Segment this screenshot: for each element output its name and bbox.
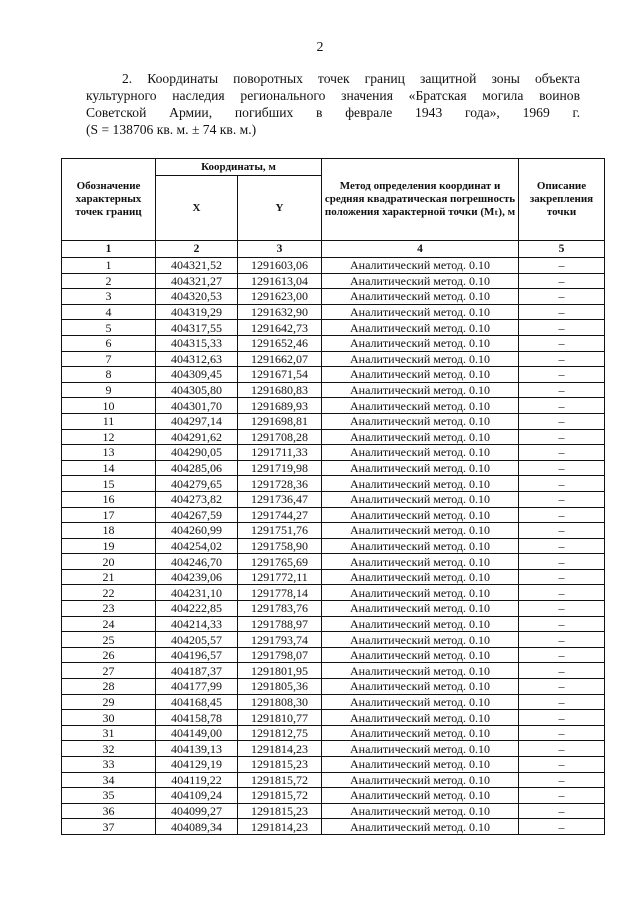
description-cell: – [519,757,605,773]
method-cell: Аналитический метод. 0.10 [322,460,519,476]
y-coordinate-cell: 1291652,46 [238,335,322,351]
x-coordinate-cell: 404177,99 [156,679,238,695]
x-coordinate-cell: 404285,06 [156,460,238,476]
y-coordinate-cell: 1291814,23 [238,741,322,757]
x-coordinate-cell: 404273,82 [156,491,238,507]
method-cell: Аналитический метод. 0.10 [322,616,519,632]
y-coordinate-cell: 1291671,54 [238,367,322,383]
description-cell: – [519,725,605,741]
table-row [62,413,605,429]
method-cell: Аналитический метод. 0.10 [322,304,519,320]
point-number-cell: 19 [62,538,156,554]
description-cell: – [519,429,605,445]
method-cell: Аналитический метод. 0.10 [322,803,519,819]
method-cell: Аналитический метод. 0.10 [322,398,519,414]
method-cell: Аналитический метод. 0.10 [322,351,519,367]
description-cell: – [519,273,605,289]
page-number: 2 [316,40,324,55]
description-cell: – [519,819,605,835]
description-cell: – [519,351,605,367]
x-coordinate-cell: 404254,02 [156,538,238,554]
y-coordinate-cell: 1291801,95 [238,663,322,679]
description-cell: – [519,476,605,492]
table-row [62,772,605,788]
point-number-cell: 8 [62,367,156,383]
point-number-cell: 12 [62,429,156,445]
table-row [62,382,605,398]
y-coordinate-cell: 1291814,23 [238,819,322,835]
method-cell: Аналитический метод. 0.10 [322,507,519,523]
description-cell: – [519,601,605,617]
point-number-cell: 28 [62,679,156,695]
point-number-cell: 14 [62,460,156,476]
method-cell: Аналитический метод. 0.10 [322,725,519,741]
description-cell: – [519,710,605,726]
table-row [62,398,605,414]
y-coordinate-cell: 1291662,07 [238,351,322,367]
x-coordinate-cell: 404290,05 [156,445,238,461]
table-row [62,663,605,679]
y-coordinate-cell: 1291689,93 [238,398,322,414]
point-number-cell: 33 [62,757,156,773]
table-row [62,647,605,663]
y-coordinate-cell: 1291808,30 [238,694,322,710]
method-cell: Аналитический метод. 0.10 [322,289,519,305]
point-number-cell: 26 [62,647,156,663]
x-coordinate-cell: 404315,33 [156,335,238,351]
x-coordinate-cell: 404205,57 [156,632,238,648]
point-number-cell: 35 [62,788,156,804]
method-cell: Аналитический метод. 0.10 [322,679,519,695]
y-coordinate-cell: 1291708,28 [238,429,322,445]
point-number-cell: 36 [62,803,156,819]
method-cell: Аналитический метод. 0.10 [322,741,519,757]
point-number-cell: 20 [62,554,156,570]
description-cell: – [519,523,605,539]
description-cell: – [519,772,605,788]
x-coordinate-cell: 404312,63 [156,351,238,367]
point-number-cell: 18 [62,523,156,539]
y-coordinate-cell: 1291680,83 [238,382,322,398]
table-row [62,819,605,835]
point-number-cell: 4 [62,304,156,320]
table-row [62,632,605,648]
table-row [62,757,605,773]
method-cell: Аналитический метод. 0.10 [322,491,519,507]
y-coordinate-cell: 1291744,27 [238,507,322,523]
method-cell: Аналитический метод. 0.10 [322,320,519,336]
point-number-cell: 1 [62,258,156,274]
description-cell: – [519,382,605,398]
x-coordinate-cell: 404168,45 [156,694,238,710]
description-cell: – [519,304,605,320]
method-cell: Аналитический метод. 0.10 [322,413,519,429]
point-number-cell: 24 [62,616,156,632]
x-coordinate-cell: 404291,62 [156,429,238,445]
point-number-cell: 32 [62,741,156,757]
method-cell: Аналитический метод. 0.10 [322,335,519,351]
table-row [62,694,605,710]
description-cell: – [519,445,605,461]
table-row [62,460,605,476]
y-coordinate-cell: 1291815,23 [238,803,322,819]
method-cell: Аналитический метод. 0.10 [322,663,519,679]
description-cell: – [519,788,605,804]
y-coordinate-cell: 1291810,77 [238,710,322,726]
description-cell: – [519,320,605,336]
x-coordinate-cell: 404317,55 [156,320,238,336]
point-number-cell: 30 [62,710,156,726]
table-row [62,304,605,320]
description-cell: – [519,679,605,695]
table-body [62,258,605,835]
table-row [62,538,605,554]
heading-line-1: 2. Координаты поворотных точек границ защитной зоны объекта [122,71,580,86]
y-coordinate-cell: 1291793,74 [238,632,322,648]
y-coordinate-cell: 1291765,69 [238,554,322,570]
table-row [62,491,605,507]
method-cell: Аналитический метод. 0.10 [322,523,519,539]
y-coordinate-cell: 1291812,75 [238,725,322,741]
y-coordinate-cell: 1291815,72 [238,772,322,788]
y-coordinate-cell: 1291772,11 [238,569,322,585]
description-cell: – [519,289,605,305]
header-coordinates: Координаты, м [156,159,322,176]
x-coordinate-cell: 404297,14 [156,413,238,429]
y-coordinate-cell: 1291728,36 [238,476,322,492]
method-cell: Аналитический метод. 0.10 [322,585,519,601]
y-coordinate-cell: 1291783,76 [238,601,322,617]
description-cell: – [519,663,605,679]
x-coordinate-cell: 404260,99 [156,523,238,539]
y-coordinate-cell: 1291805,36 [238,679,322,695]
y-coordinate-cell: 1291711,33 [238,445,322,461]
description-cell: – [519,538,605,554]
method-cell: Аналитический метод. 0.10 [322,772,519,788]
point-number-cell: 22 [62,585,156,601]
column-number: 2 [156,241,238,258]
x-coordinate-cell: 404321,52 [156,258,238,274]
method-cell: Аналитический метод. 0.10 [322,445,519,461]
y-coordinate-cell: 1291736,47 [238,491,322,507]
header-method: Метод определения координат и средняя квадратическая погрешность положения характерной точки (Mₜ), м [322,159,519,241]
y-coordinate-cell: 1291698,81 [238,413,322,429]
y-coordinate-cell: 1291603,06 [238,258,322,274]
y-coordinate-cell: 1291623,00 [238,289,322,305]
x-coordinate-cell: 404320,53 [156,289,238,305]
table-row [62,367,605,383]
method-cell: Аналитический метод. 0.10 [322,788,519,804]
method-cell: Аналитический метод. 0.10 [322,632,519,648]
table-row [62,335,605,351]
table-row [62,725,605,741]
x-coordinate-cell: 404099,27 [156,803,238,819]
x-coordinate-cell: 404187,37 [156,663,238,679]
header-y: Y [238,176,322,241]
y-coordinate-cell: 1291798,07 [238,647,322,663]
point-number-cell: 5 [62,320,156,336]
x-coordinate-cell: 404309,45 [156,367,238,383]
section-heading [86,70,580,138]
table-row [62,554,605,570]
method-cell: Аналитический метод. 0.10 [322,273,519,289]
description-cell: – [519,569,605,585]
description-cell: – [519,554,605,570]
description-cell: – [519,398,605,414]
description-cell: – [519,741,605,757]
point-number-cell: 34 [62,772,156,788]
y-coordinate-cell: 1291719,98 [238,460,322,476]
method-cell: Аналитический метод. 0.10 [322,258,519,274]
table-row [62,803,605,819]
description-cell: – [519,460,605,476]
y-coordinate-cell: 1291778,14 [238,585,322,601]
point-number-cell: 31 [62,725,156,741]
header-designation: Обозначение характерных точек границ [62,159,156,241]
table-row [62,616,605,632]
point-number-cell: 29 [62,694,156,710]
method-cell: Аналитический метод. 0.10 [322,429,519,445]
table-row [62,601,605,617]
point-number-cell: 27 [62,663,156,679]
method-cell: Аналитический метод. 0.10 [322,710,519,726]
method-cell: Аналитический метод. 0.10 [322,554,519,570]
description-cell: – [519,632,605,648]
description-cell: – [519,647,605,663]
table-row [62,710,605,726]
x-coordinate-cell: 404301,70 [156,398,238,414]
column-number: 1 [62,241,156,258]
table-row [62,523,605,539]
method-cell: Аналитический метод. 0.10 [322,367,519,383]
x-coordinate-cell: 404119,22 [156,772,238,788]
point-number-cell: 17 [62,507,156,523]
description-cell: – [519,507,605,523]
method-cell: Аналитический метод. 0.10 [322,694,519,710]
x-coordinate-cell: 404196,57 [156,647,238,663]
y-coordinate-cell: 1291815,72 [238,788,322,804]
point-number-cell: 21 [62,569,156,585]
point-number-cell: 15 [62,476,156,492]
table-row [62,351,605,367]
x-coordinate-cell: 404267,59 [156,507,238,523]
method-cell: Аналитический метод. 0.10 [322,601,519,617]
x-coordinate-cell: 404149,00 [156,725,238,741]
point-number-cell: 3 [62,289,156,305]
x-coordinate-cell: 404321,27 [156,273,238,289]
table-row [62,741,605,757]
x-coordinate-cell: 404246,70 [156,554,238,570]
table-row [62,445,605,461]
method-cell: Аналитический метод. 0.10 [322,819,519,835]
point-number-cell: 9 [62,382,156,398]
table-row [62,258,605,274]
method-cell: Аналитический метод. 0.10 [322,538,519,554]
table-row [62,429,605,445]
x-coordinate-cell: 404214,33 [156,616,238,632]
point-number-cell: 23 [62,601,156,617]
y-coordinate-cell: 1291613,04 [238,273,322,289]
x-coordinate-cell: 404231,10 [156,585,238,601]
x-coordinate-cell: 404279,65 [156,476,238,492]
x-coordinate-cell: 404319,29 [156,304,238,320]
point-number-cell: 6 [62,335,156,351]
point-number-cell: 37 [62,819,156,835]
method-cell: Аналитический метод. 0.10 [322,382,519,398]
coordinates-table [61,158,605,835]
column-number: 3 [238,241,322,258]
point-number-cell: 16 [62,491,156,507]
y-coordinate-cell: 1291758,90 [238,538,322,554]
table-row [62,507,605,523]
description-cell: – [519,694,605,710]
method-cell: Аналитический метод. 0.10 [322,476,519,492]
description-cell: – [519,491,605,507]
x-coordinate-cell: 404222,85 [156,601,238,617]
description-cell: – [519,585,605,601]
point-number-cell: 13 [62,445,156,461]
column-number: 5 [519,241,605,258]
description-cell: – [519,803,605,819]
method-cell: Аналитический метод. 0.10 [322,757,519,773]
x-coordinate-cell: 404129,19 [156,757,238,773]
x-coordinate-cell: 404239,06 [156,569,238,585]
description-cell: – [519,413,605,429]
description-cell: – [519,335,605,351]
heading-line-3: Советской Армии, погибших в феврале 1943 года», 1969 г. [86,105,580,120]
table-row [62,273,605,289]
point-number-cell: 7 [62,351,156,367]
heading-line-2: культурного наследия регионального значения «Братская могила воинов [86,88,580,103]
y-coordinate-cell: 1291642,73 [238,320,322,336]
heading-line-4: (S = 138706 кв. м. ± 74 кв. м.) [86,122,257,137]
point-number-cell: 25 [62,632,156,648]
table-row [62,679,605,695]
method-cell: Аналитический метод. 0.10 [322,569,519,585]
table-row [62,788,605,804]
x-coordinate-cell: 404305,80 [156,382,238,398]
y-coordinate-cell: 1291751,76 [238,523,322,539]
x-coordinate-cell: 404109,24 [156,788,238,804]
description-cell: – [519,616,605,632]
x-coordinate-cell: 404158,78 [156,710,238,726]
description-cell: – [519,258,605,274]
point-number-cell: 2 [62,273,156,289]
description-cell: – [519,367,605,383]
column-number: 4 [322,241,519,258]
y-coordinate-cell: 1291788,97 [238,616,322,632]
y-coordinate-cell: 1291632,90 [238,304,322,320]
point-number-cell: 10 [62,398,156,414]
point-number-cell: 11 [62,413,156,429]
x-coordinate-cell: 404089,34 [156,819,238,835]
table-row [62,289,605,305]
x-coordinate-cell: 404139,13 [156,741,238,757]
header-description: Описание закрепления точки [519,159,605,241]
y-coordinate-cell: 1291815,23 [238,757,322,773]
table-row [62,320,605,336]
table-row [62,585,605,601]
table-row [62,476,605,492]
table-row [62,569,605,585]
method-cell: Аналитический метод. 0.10 [322,647,519,663]
header-x: X [156,176,238,241]
